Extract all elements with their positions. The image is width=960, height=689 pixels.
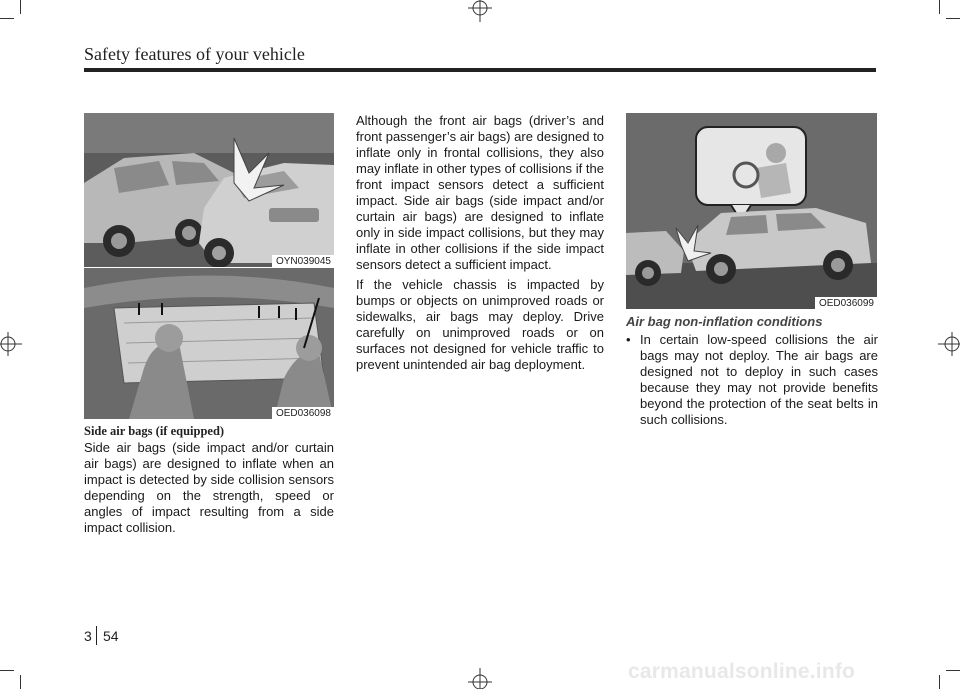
middle-column	[356, 113, 604, 373]
side-collision-illustration	[84, 113, 334, 267]
paragraph-front-airbags: Although the front air bags (driver’s and front passenger’s air bags) are designed to inflate only in frontal collisions, they also may inflate in other types of collisions if the front impact sensors detect a sufficient impact. Side air bags (side impact and/or curtain air bags) are designed to inflate only in side impact collisions, but they may inflate in other collisions if the side impact sensors detect a sufficient impact.	[356, 113, 604, 272]
crop-mark	[0, 670, 14, 671]
low-speed-collision-illustration	[626, 113, 877, 309]
paragraph-side-airbags: Side air bags (side impact and/or curtain air bags) are designed to inflate when an impact is detected by side collision sensors depending on the strength, speed or angles of impact resulting from a side impact collision.	[84, 440, 334, 535]
figure-code: OED036099	[815, 297, 877, 309]
registration-mark-bottom	[468, 668, 492, 689]
watermark: carmanualsonline.info	[628, 660, 856, 683]
crop-mark	[20, 675, 21, 689]
curtain-airbag-illustration	[84, 268, 334, 419]
crop-mark	[946, 18, 960, 19]
left-column	[84, 440, 334, 536]
page-number-divider	[96, 626, 97, 645]
header-rule	[84, 68, 876, 72]
bullet-text: In certain low-speed collisions the air bags may not deploy. The air bags are designed not to deploy in such cases because they may not provide benefits beyond the protection of the seat belts in such collisions.	[640, 332, 878, 427]
bullet-low-speed	[626, 332, 878, 428]
crop-mark	[939, 675, 940, 689]
chapter-number: 3	[84, 628, 92, 644]
figure-side-collision	[84, 113, 334, 267]
figure-low-speed-collision	[626, 113, 877, 309]
figure-curtain-airbag	[84, 268, 334, 419]
section-caption: Side air bags (if equipped)	[84, 424, 225, 438]
page-number: 54	[103, 628, 119, 644]
crop-mark	[20, 0, 21, 14]
crop-mark	[946, 670, 960, 671]
page-header-title: Safety features of your vehicle	[84, 44, 305, 64]
crop-mark	[939, 0, 940, 14]
bullet-dot-icon: •	[626, 332, 631, 347]
figure-code: OED036098	[272, 407, 334, 419]
paragraph-chassis-impact: If the vehicle chassis is impacted by bumps or objects on unimproved roads or sidewalks, air bags may deploy. Drive carefully on unimproved roads or on surfaces not designed for vehicle traffic to prevent unintended air bag deployment.	[356, 277, 604, 372]
figure-code: OYN039045	[272, 255, 334, 267]
crop-mark	[0, 18, 14, 19]
registration-mark-left	[0, 332, 22, 356]
registration-mark-top	[468, 0, 492, 22]
registration-mark-right	[938, 332, 960, 356]
section-title-non-inflation: Air bag non-inflation conditions	[626, 314, 823, 329]
